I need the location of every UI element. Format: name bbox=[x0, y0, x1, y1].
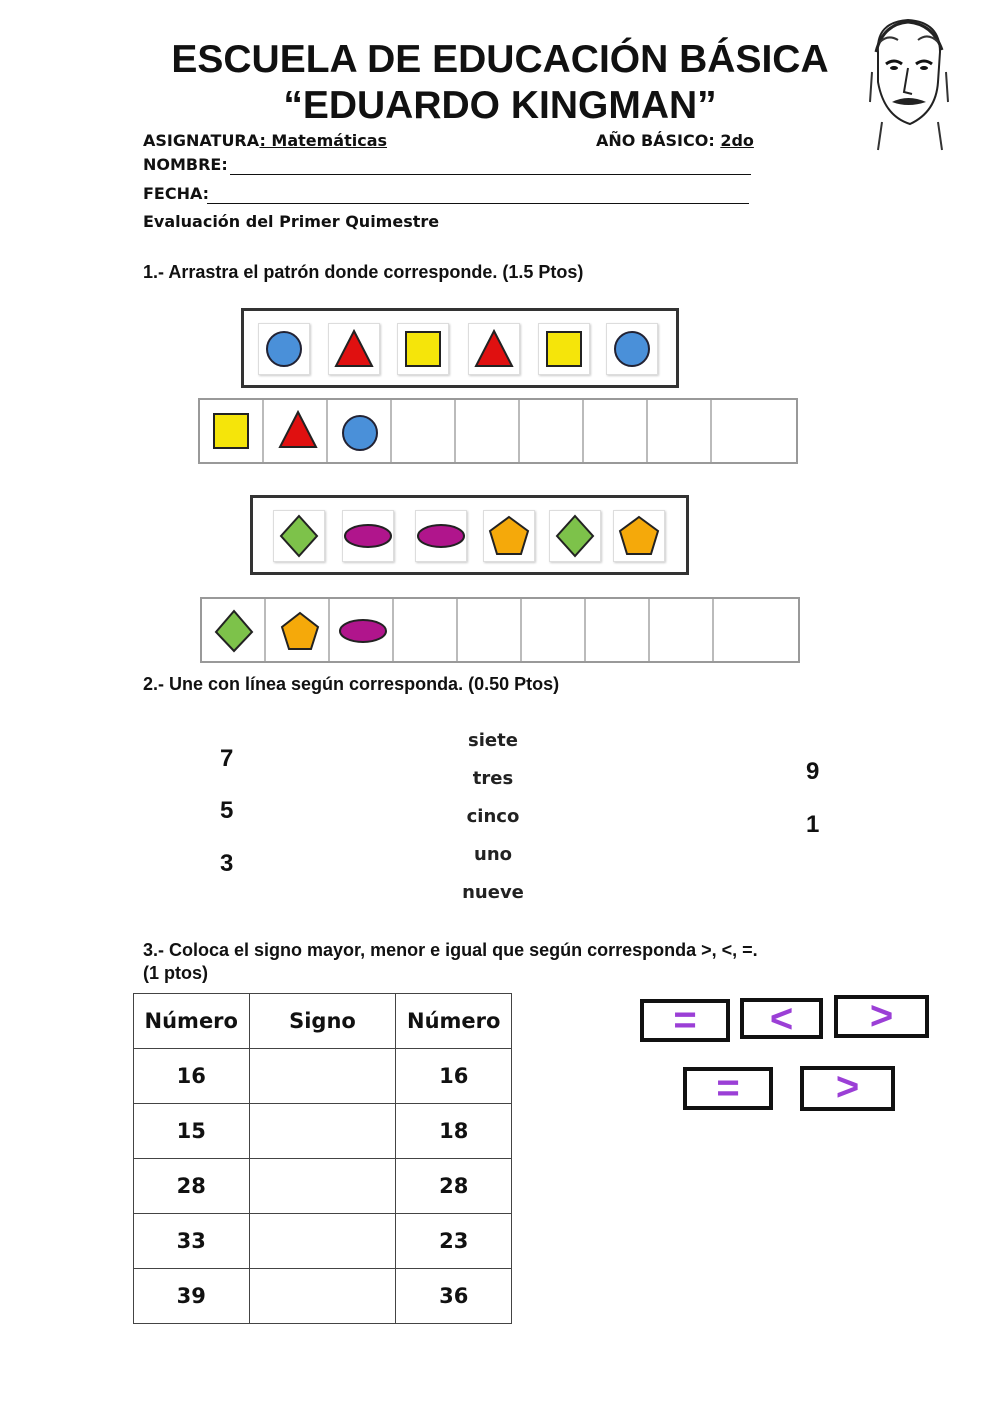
name-line[interactable] bbox=[230, 174, 751, 175]
table-row bbox=[134, 1269, 512, 1324]
sign-drop-slot[interactable] bbox=[249, 1269, 396, 1324]
pattern-a-options bbox=[241, 308, 679, 388]
draggable-red-triangle[interactable] bbox=[468, 323, 520, 375]
draggable-orange-pentagon[interactable] bbox=[483, 510, 535, 562]
pattern-a-drop-slot[interactable] bbox=[584, 400, 648, 462]
grade-field bbox=[596, 131, 754, 150]
draggable-green-diamond[interactable] bbox=[273, 510, 325, 562]
sign-card-greater-than[interactable]: > bbox=[800, 1066, 895, 1111]
subject-value: : Matemáticas bbox=[259, 131, 388, 150]
left-value: 15 bbox=[134, 1104, 250, 1159]
pattern-b-drop-slot[interactable] bbox=[394, 599, 458, 661]
sign-drop-slot[interactable] bbox=[249, 1159, 396, 1214]
table-header-row bbox=[134, 994, 512, 1049]
date-line[interactable] bbox=[207, 203, 749, 204]
left-value: 39 bbox=[134, 1269, 250, 1324]
number-word[interactable]: uno bbox=[474, 844, 512, 865]
sign-card-equal[interactable]: = bbox=[683, 1067, 773, 1110]
right-value: 28 bbox=[396, 1159, 512, 1214]
left-number[interactable]: 5 bbox=[220, 797, 234, 824]
right-value: 18 bbox=[396, 1104, 512, 1159]
pattern-a-cell-2 bbox=[264, 400, 328, 462]
portrait-image bbox=[848, 12, 960, 152]
column-header: Signo bbox=[249, 994, 396, 1049]
sign-card-less-than[interactable]: < bbox=[740, 998, 823, 1039]
subject-label: ASIGNATURA bbox=[143, 131, 260, 150]
right-value: 36 bbox=[396, 1269, 512, 1324]
draggable-blue-circle[interactable] bbox=[258, 323, 310, 375]
table-row bbox=[134, 1049, 512, 1104]
draggable-blue-circle[interactable] bbox=[606, 323, 658, 375]
pattern-b-options bbox=[250, 495, 689, 575]
subject-field bbox=[143, 131, 387, 150]
pattern-b-cell-3 bbox=[330, 599, 394, 661]
draggable-red-triangle[interactable] bbox=[328, 323, 380, 375]
right-number[interactable]: 1 bbox=[806, 811, 820, 838]
table-row bbox=[134, 1214, 512, 1269]
draggable-yellow-square[interactable] bbox=[397, 323, 449, 375]
left-value: 28 bbox=[134, 1159, 250, 1214]
grade-value: 2do bbox=[720, 131, 754, 150]
column-header: Número bbox=[396, 994, 512, 1049]
pattern-b-drop-slot[interactable] bbox=[458, 599, 522, 661]
column-header: Número bbox=[134, 994, 250, 1049]
pattern-a-drop-slot[interactable] bbox=[520, 400, 584, 462]
sign-card-greater-than[interactable]: > bbox=[834, 995, 929, 1038]
right-value: 23 bbox=[396, 1214, 512, 1269]
pattern-a-row bbox=[198, 398, 798, 464]
sign-drop-slot[interactable] bbox=[249, 1049, 396, 1104]
school-name-line2: “EDUARDO KINGMAN” bbox=[283, 84, 717, 127]
number-word[interactable]: tres bbox=[472, 768, 514, 789]
pattern-b-drop-slot[interactable] bbox=[714, 599, 778, 661]
left-number[interactable]: 3 bbox=[220, 850, 234, 877]
pattern-a-drop-slot[interactable] bbox=[392, 400, 456, 462]
evaluation-title: Evaluación del Primer Quimestre bbox=[143, 212, 440, 231]
pattern-a-cell-1 bbox=[200, 400, 264, 462]
pattern-b-drop-slot[interactable] bbox=[650, 599, 714, 661]
name-label: NOMBRE: bbox=[143, 155, 228, 174]
comparison-table bbox=[133, 993, 512, 1324]
pattern-a-drop-slot[interactable] bbox=[712, 400, 776, 462]
left-number[interactable]: 7 bbox=[220, 745, 234, 772]
sign-card-equal[interactable]: = bbox=[640, 999, 730, 1042]
number-word[interactable]: siete bbox=[468, 730, 518, 751]
pattern-b-row bbox=[200, 597, 800, 663]
draggable-orange-pentagon[interactable] bbox=[613, 510, 665, 562]
number-word[interactable]: nueve bbox=[462, 882, 524, 903]
question3-title: 3.- Coloca el signo mayor, menor e igual que según corresponda >, <, =. bbox=[143, 940, 758, 960]
pattern-a-drop-slot[interactable] bbox=[456, 400, 520, 462]
right-value: 16 bbox=[396, 1049, 512, 1104]
school-name-line1: ESCUELA DE EDUCACIÓN BÁSICA bbox=[171, 38, 829, 81]
draggable-green-diamond[interactable] bbox=[549, 510, 601, 562]
draggable-purple-ellipse[interactable] bbox=[415, 510, 467, 562]
pattern-b-drop-slot[interactable] bbox=[522, 599, 586, 661]
draggable-yellow-square[interactable] bbox=[538, 323, 590, 375]
date-label: FECHA: bbox=[143, 184, 210, 203]
table-row bbox=[134, 1159, 512, 1214]
question3-points: (1 ptos) bbox=[143, 963, 208, 983]
question1-title: 1.- Arrastra el patrón donde corresponde. (1.5 Ptos) bbox=[143, 262, 584, 282]
right-number[interactable]: 9 bbox=[806, 758, 820, 785]
number-word[interactable]: cinco bbox=[466, 806, 520, 827]
draggable-purple-ellipse[interactable] bbox=[342, 510, 394, 562]
pattern-a-cell-3 bbox=[328, 400, 392, 462]
table-row bbox=[134, 1104, 512, 1159]
sign-drop-slot[interactable] bbox=[249, 1214, 396, 1269]
pattern-b-cell-2 bbox=[266, 599, 330, 661]
sign-drop-slot[interactable] bbox=[249, 1104, 396, 1159]
question2-title: 2.- Une con línea según corresponda. (0.50 Ptos) bbox=[143, 674, 560, 694]
left-value: 16 bbox=[134, 1049, 250, 1104]
grade-label: AÑO BÁSICO: bbox=[596, 131, 721, 150]
pattern-b-drop-slot[interactable] bbox=[586, 599, 650, 661]
left-value: 33 bbox=[134, 1214, 250, 1269]
pattern-a-drop-slot[interactable] bbox=[648, 400, 712, 462]
pattern-b-cell-1 bbox=[202, 599, 266, 661]
